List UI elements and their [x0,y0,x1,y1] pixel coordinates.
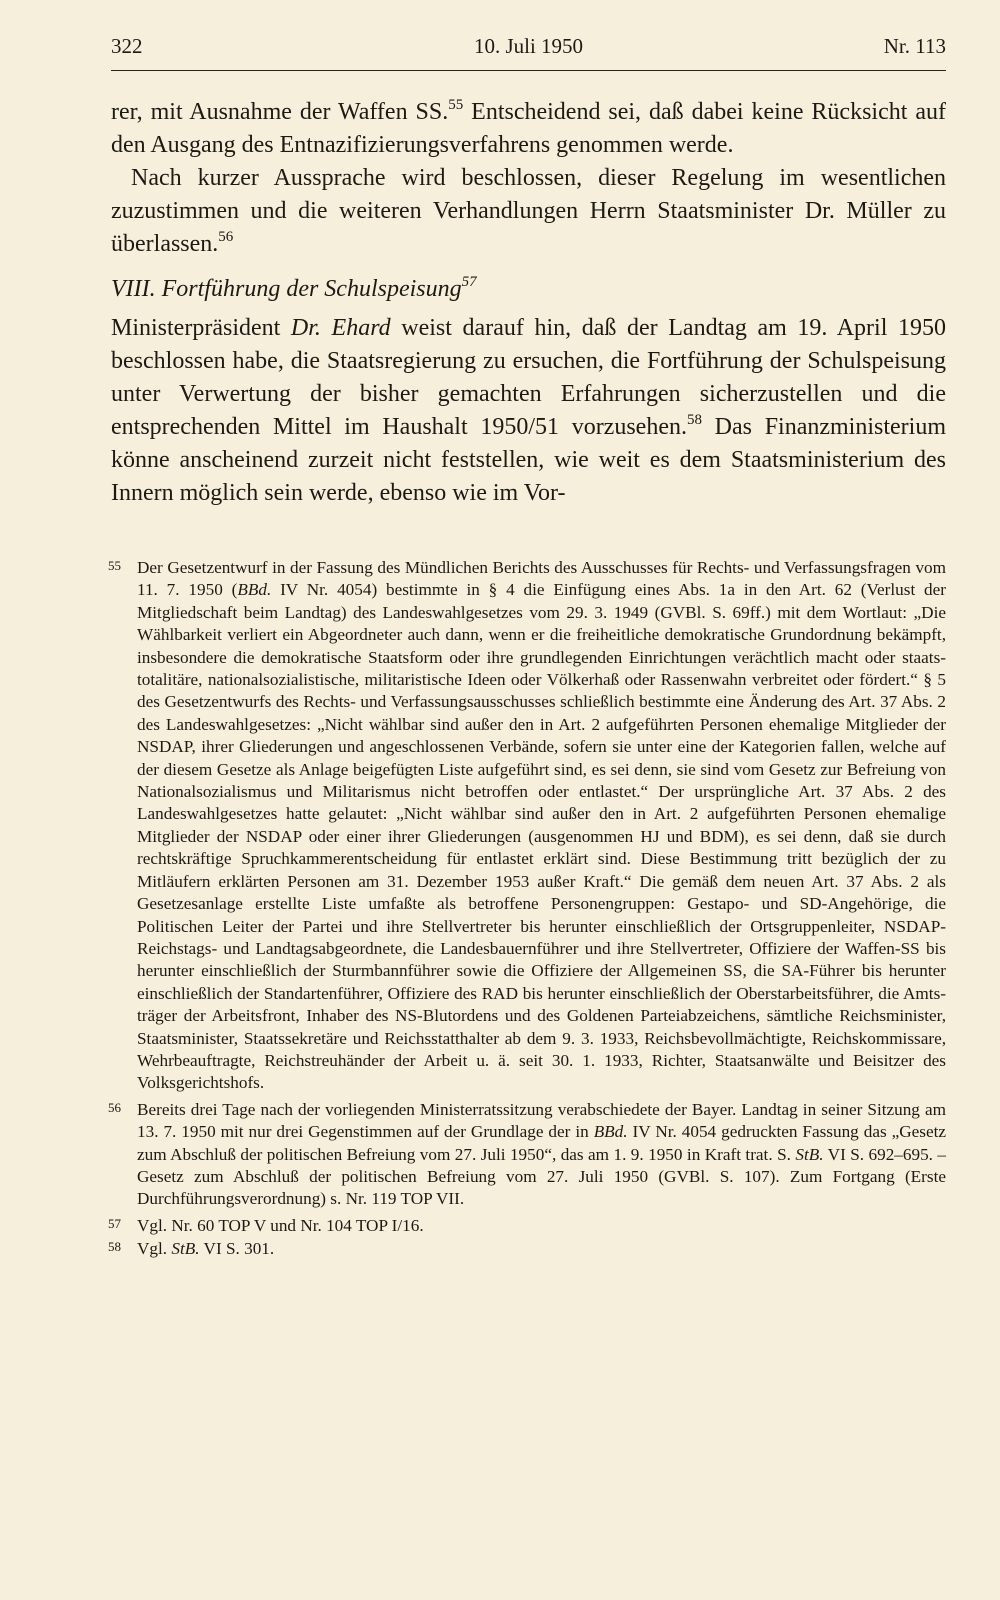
footnote-ref-56: 56 [218,229,234,245]
section-heading: VIII. Fortführung der Schulspeisung$^{57}$ [111,274,477,302]
header-rule [111,70,946,71]
footnote-ref-55: 55 [448,97,464,113]
footnote-text: Bereits drei Tage nach der vorliegenden Ministerratssitzung verabschiedete der Bayer. Landtag in seiner Sitzung am 13. 7. 1950 mit nur drei Gegenstimmen auf der Grundlage der in BBd. IV Nr. 4054 gedruckten Fassung das „Gesetz zum Abschluß der politischen Befreiung vom 27. Juli 1950“, das am 1. 9. 1950 in Kraft trat. S. StB. VI S. 692–695. – Gesetz zum Abschluß der politischen Befreiung vom 27. Juli 1950 (GVBl. S. 107). Zum Fortgang (Erste Durchführungsverordnung) s. Nr. 119 TOP VII. [137,1099,947,1209]
footnote-58 [108,1238,946,1260]
footnote-number: 57 [108,1215,121,1231]
footnote-number: 58 [108,1239,121,1255]
footnote-55 [108,557,947,1095]
footnote-text: Vgl. StB. VI S. 301. [137,1239,275,1259]
footnote-ref-58: 58 [686,412,702,428]
footnote-57 [108,1215,946,1237]
header-date: 10. Juli 1950 [473,34,584,58]
footnote-text: Vgl. Nr. 60 TOP V und Nr. 104 TOP I/16. [137,1215,424,1235]
paragraph-3: Ministerpräsident Dr. Ehard weist darauf hin, daß der Landtag am 19. April 1950 beschlossen habe, die Staatsregierung zu ersuchen, die Fortführung der Schulspeisung unter Verwertung der bisher gemachten Erfahrungen sicherzustellen und die entsprechenden Mittel im Haushalt 1950/51 vorzusehen.$^{58}$ Das Finanzministerium könne anscheinend zurzeit nicht feststellen, wie weit es dem Staatsministerium des Innern möglich sein werde, ebenso wie im Vor- [111,315,947,506]
paragraph-1: rer, mit Ausnahme der Waffen SS.$^{55}$ Entscheidend sei, daß dabei keine Rücksicht auf den Ausgang des Entnazifizierungsverfahrens genommen werde. [111,97,947,158]
page-number: 322 [111,34,143,58]
footnote-ref-57: 57 [461,274,477,290]
footnote-number: 56 [108,1099,121,1115]
main-text [111,96,946,510]
footnotes [108,557,947,1262]
footnote-56 [108,1099,947,1211]
footnote-text: Der Gesetzentwurf in der Fassung des Mündlichen Berichts des Ausschusses für Rechts- und Verfassungsfragen vom 11. 7. 1950 (BBd. IV Nr. 4054) bestimmte in § 4 die Einfügung eines Abs. 1a in den Art. 62 (Verlust der Mitgliedschaft beim Landtag) des Landeswahlgesetzes vom 29. 3. 1949 (GVBl. S. 69ff.) mit dem Wortlaut: „Die Wählbarkeit verliert ein Abgeordneter auch dann, wenn er die freiheitliche demokratische Grundordnung bekämpft, insbesondere die demokratische Staatsform oder ihre grundlegenden Einrichtungen verächtlich macht oder staatstotalitäre, nationalsozialistische, militaristische Ideen oder Völkerhaß oder Rassenwahn verbreitet oder fördert.“ § 5 des Gesetzentwurfs des Rechts- und Verfassungsausschusses schließlich bestimmte eine Änderung des Art. 37 Abs. 2 des Landeswahlgesetzes: „Nicht wählbar sind außer den in Art. 2 aufgeführten Personen ehemalige Mitglieder der NSDAP, ihrer Gliederungen und angeschlossenen Verbände, sofern sie unter eine der Kategorien fallen, welche auf der diesem Gesetze als Anlage beigefügten Liste aufgeführt sind, es sei denn, sie sind vom Gesetz zur Befreiung von Nationalsozialismus und Militarismus nicht betroffen oder entlastet.“ Der ursprüngliche Art. 37 Abs. 2 des Landeswahlgesetzes hatte gelautet: „Nicht wählbar sind außer den in Art. 2 aufgeführten Personen ehemalige Mitglieder der NSDAP oder einer ihrer Gliederungen (ausgenommen HJ und BDM), es sei denn, daß sie durch rechtskräftige Spruchkammerentscheidung für entlastet erklärt sind. Diese Bestimmung tritt bezüglich der zu Mitläufern erklärten Personen am 31. Dezember 1953 außer Kraft.“ Die gemäß dem neuen Art. 37 Abs. 2 als Gesetzesanlage erstellte Liste umfaßte als betroffene Personengruppen: Gestapo- und SD-Angehörige, die Politischen Leiter der Partei und ihre Stellvertreter bis herunter einschließlich der Ortsgruppenleiter, NSDAP-Reichstags- und Landtagsabgeordnete, die Landesbauernführer und ihre Stellvertreter, Offiziere der Waffen-SS bis herunter einschließlich der Sturmbannführer sowie die Offiziere der Allgemeinen SS, die SA-Führer bis herunter einschließlich der Standartenführer, Offiziere des RAD bis herunter einschließlich der Oberstarbeitsführer, die Amtsträger der Arbeitsfront, Inhaber des NS-Blutordens und des Goldenen Parteiabzeichens, sämtliche Reichsminister, Staatsminister, Staatssekretäre und Reichsstatthalter ab dem 9. 3. 1933, Reichsbevollmächtigte, Reichskommissare, Wehrbeauftragte, Reichstreuhänder der Arbeit u. ä. seit 30. 1. 1933, Richter, Staatsanwälte und Beisitzer des Volksgerichtshofs. [137,558,947,1093]
paragraph-2: Nach kurzer Aussprache wird beschlossen, dieser Regelung im wesentlichen zuzustimmen und die weiteren Verhandlungen Herrn Staatsminister Dr. Müller zu überlassen.$^{56}$ [111,165,946,257]
running-header [111,34,946,68]
footnote-number: 55 [108,558,121,573]
header-document-number: Nr. 113 [883,34,946,58]
